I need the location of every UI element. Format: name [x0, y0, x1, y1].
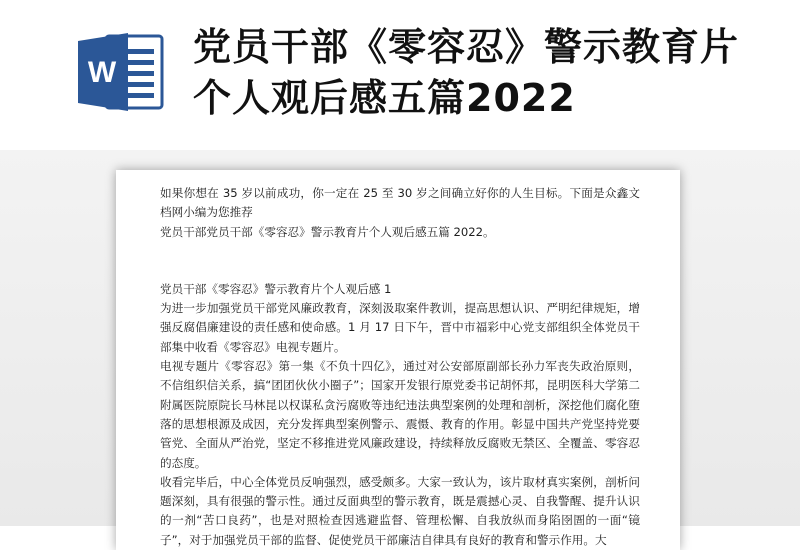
document-content [160, 184, 640, 550]
body-paragraph: 电视专题片《零容忍》第一集《不负十四亿》，通过对公安部原副部长孙力军丧失政治原则，不信组织信关系，搞“团团伙伙小圈子”；国家开发银行原党委书记胡怀邦，昆明医科大学第二附属医院原院长马林昆以权谋私贪污腐败等违纪违法典型案例的处理和剖析，深挖他们腐化堕落的思想根源及成因，充分发挥典型案例警示、震慑、教育的作用。彰显中国共产党坚持党要管党、全面从严治党，坚定不移推进党风廉政建设，持续释放反腐败无禁区、全覆盖、零容忍的态度。 [160, 359, 640, 470]
icon-letter: W [87, 56, 117, 89]
title-line-1: 党员干部《零容忍》警示教育片 [193, 25, 740, 69]
page-title [193, 22, 783, 124]
header [0, 0, 800, 160]
intro-subtitle: 党员干部党员干部《零容忍》警示教育片个人观后感五篇 2022。 [160, 224, 495, 239]
word-document-icon [78, 33, 164, 111]
body-paragraph: 为进一步加强党员干部党风廉政教育，深刻汲取案件教训，提高思想认识、严明纪律规矩，增强反腐倡廉建设的责任感和使命感。1 月 17 日下午，晋中市福彩中心党支部组织全体党员干部集中收看《零容忍》电视专题片。 [160, 301, 640, 354]
title-line-2: 个人观后感五篇2022 [193, 76, 576, 120]
body-paragraph: 收看完毕后，中心全体党员反响强烈，感受颇多。大家一致认为，该片取材真实案例，剖析问题深刻，具有很强的警示性。通过反面典型的警示教育，既是震撼心灵、自我警醒、提升认识的一剂“苦口良药”，也是对照检查因逃避监督、管理松懈、自我放纵而身陷囹圄的一面“镜子”，对于加强党员干部的监督、促使党员干部廉洁自律具有良好的教育和警示作用。大 [160, 474, 640, 547]
essay-heading: 党员干部《零容忍》警示教育片个人观后感 1 [160, 281, 392, 296]
intro-paragraph: 如果你想在 35 岁以前成功，你一定在 25 至 30 岁之间确立好你的人生目标。下面是众鑫文档网小编为您推荐 [160, 186, 640, 220]
spacer [160, 242, 640, 280]
